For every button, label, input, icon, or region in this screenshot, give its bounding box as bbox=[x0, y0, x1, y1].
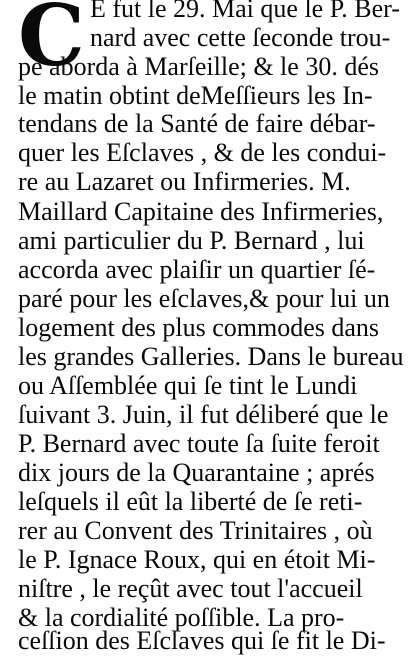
text-line-1: E fut le 29. Mai que le P. Ber- bbox=[90, 0, 400, 23]
text-line-5: tendans de la Santé de faire débar- bbox=[18, 109, 376, 138]
text-line-12: logement des plus commodes dans bbox=[18, 313, 380, 342]
text-line-2: nard avec cette ſeconde trou- bbox=[90, 23, 391, 52]
text-line-14: ou Aſſemblée qui ſe tint le Lundi bbox=[18, 371, 358, 400]
text-line-6: quer les Eſclaves , & de les condui- bbox=[18, 138, 387, 167]
text-line-22: & la cordialité poſſible. La pro- bbox=[18, 603, 345, 632]
text-line-10: accorda avec plaiſir un quartier ſé- bbox=[18, 255, 376, 284]
text-line-9: ami particulier du P. Bernard , lui bbox=[18, 226, 365, 255]
text-line-4: le matin obtint deMeſſieurs les In- bbox=[18, 81, 373, 110]
text-line-11: paré pour les eſclaves,& pour lui un bbox=[18, 284, 390, 313]
text-line-13: les grandes Galleries. Dans le bureau bbox=[18, 342, 404, 371]
text-line-15: ſuivant 3. Juin, il fut déliberé que le bbox=[18, 400, 389, 429]
text-line-8: Maillard Capitaine des Infirmeries, bbox=[18, 197, 384, 226]
drop-cap-letter: C bbox=[18, 0, 85, 85]
text-line-18: leſquels il eût la liberté de ſe reti- bbox=[18, 487, 363, 516]
text-line-19: rer au Convent des Trinitaires , où bbox=[18, 516, 373, 545]
text-line-20: le P. Ignace Roux, qui en étoit Mi- bbox=[18, 545, 376, 574]
text-line-3: pe aborda à Marſeille; & le 30. dés bbox=[18, 52, 379, 81]
text-line-7: re au Lazaret ou Infirmeries. M. bbox=[18, 167, 351, 196]
text-line-23: ceſſion des Eſclaves qui ſe fit le Di- bbox=[18, 626, 386, 655]
text-line-21: niſtre , le reçût avec tout l'accueil bbox=[18, 574, 363, 603]
text-line-16: P. Bernard avec toute ſa ſuite feroit bbox=[18, 429, 380, 458]
text-line-17: dix jours de la Quarantaine ; aprés bbox=[18, 458, 375, 487]
